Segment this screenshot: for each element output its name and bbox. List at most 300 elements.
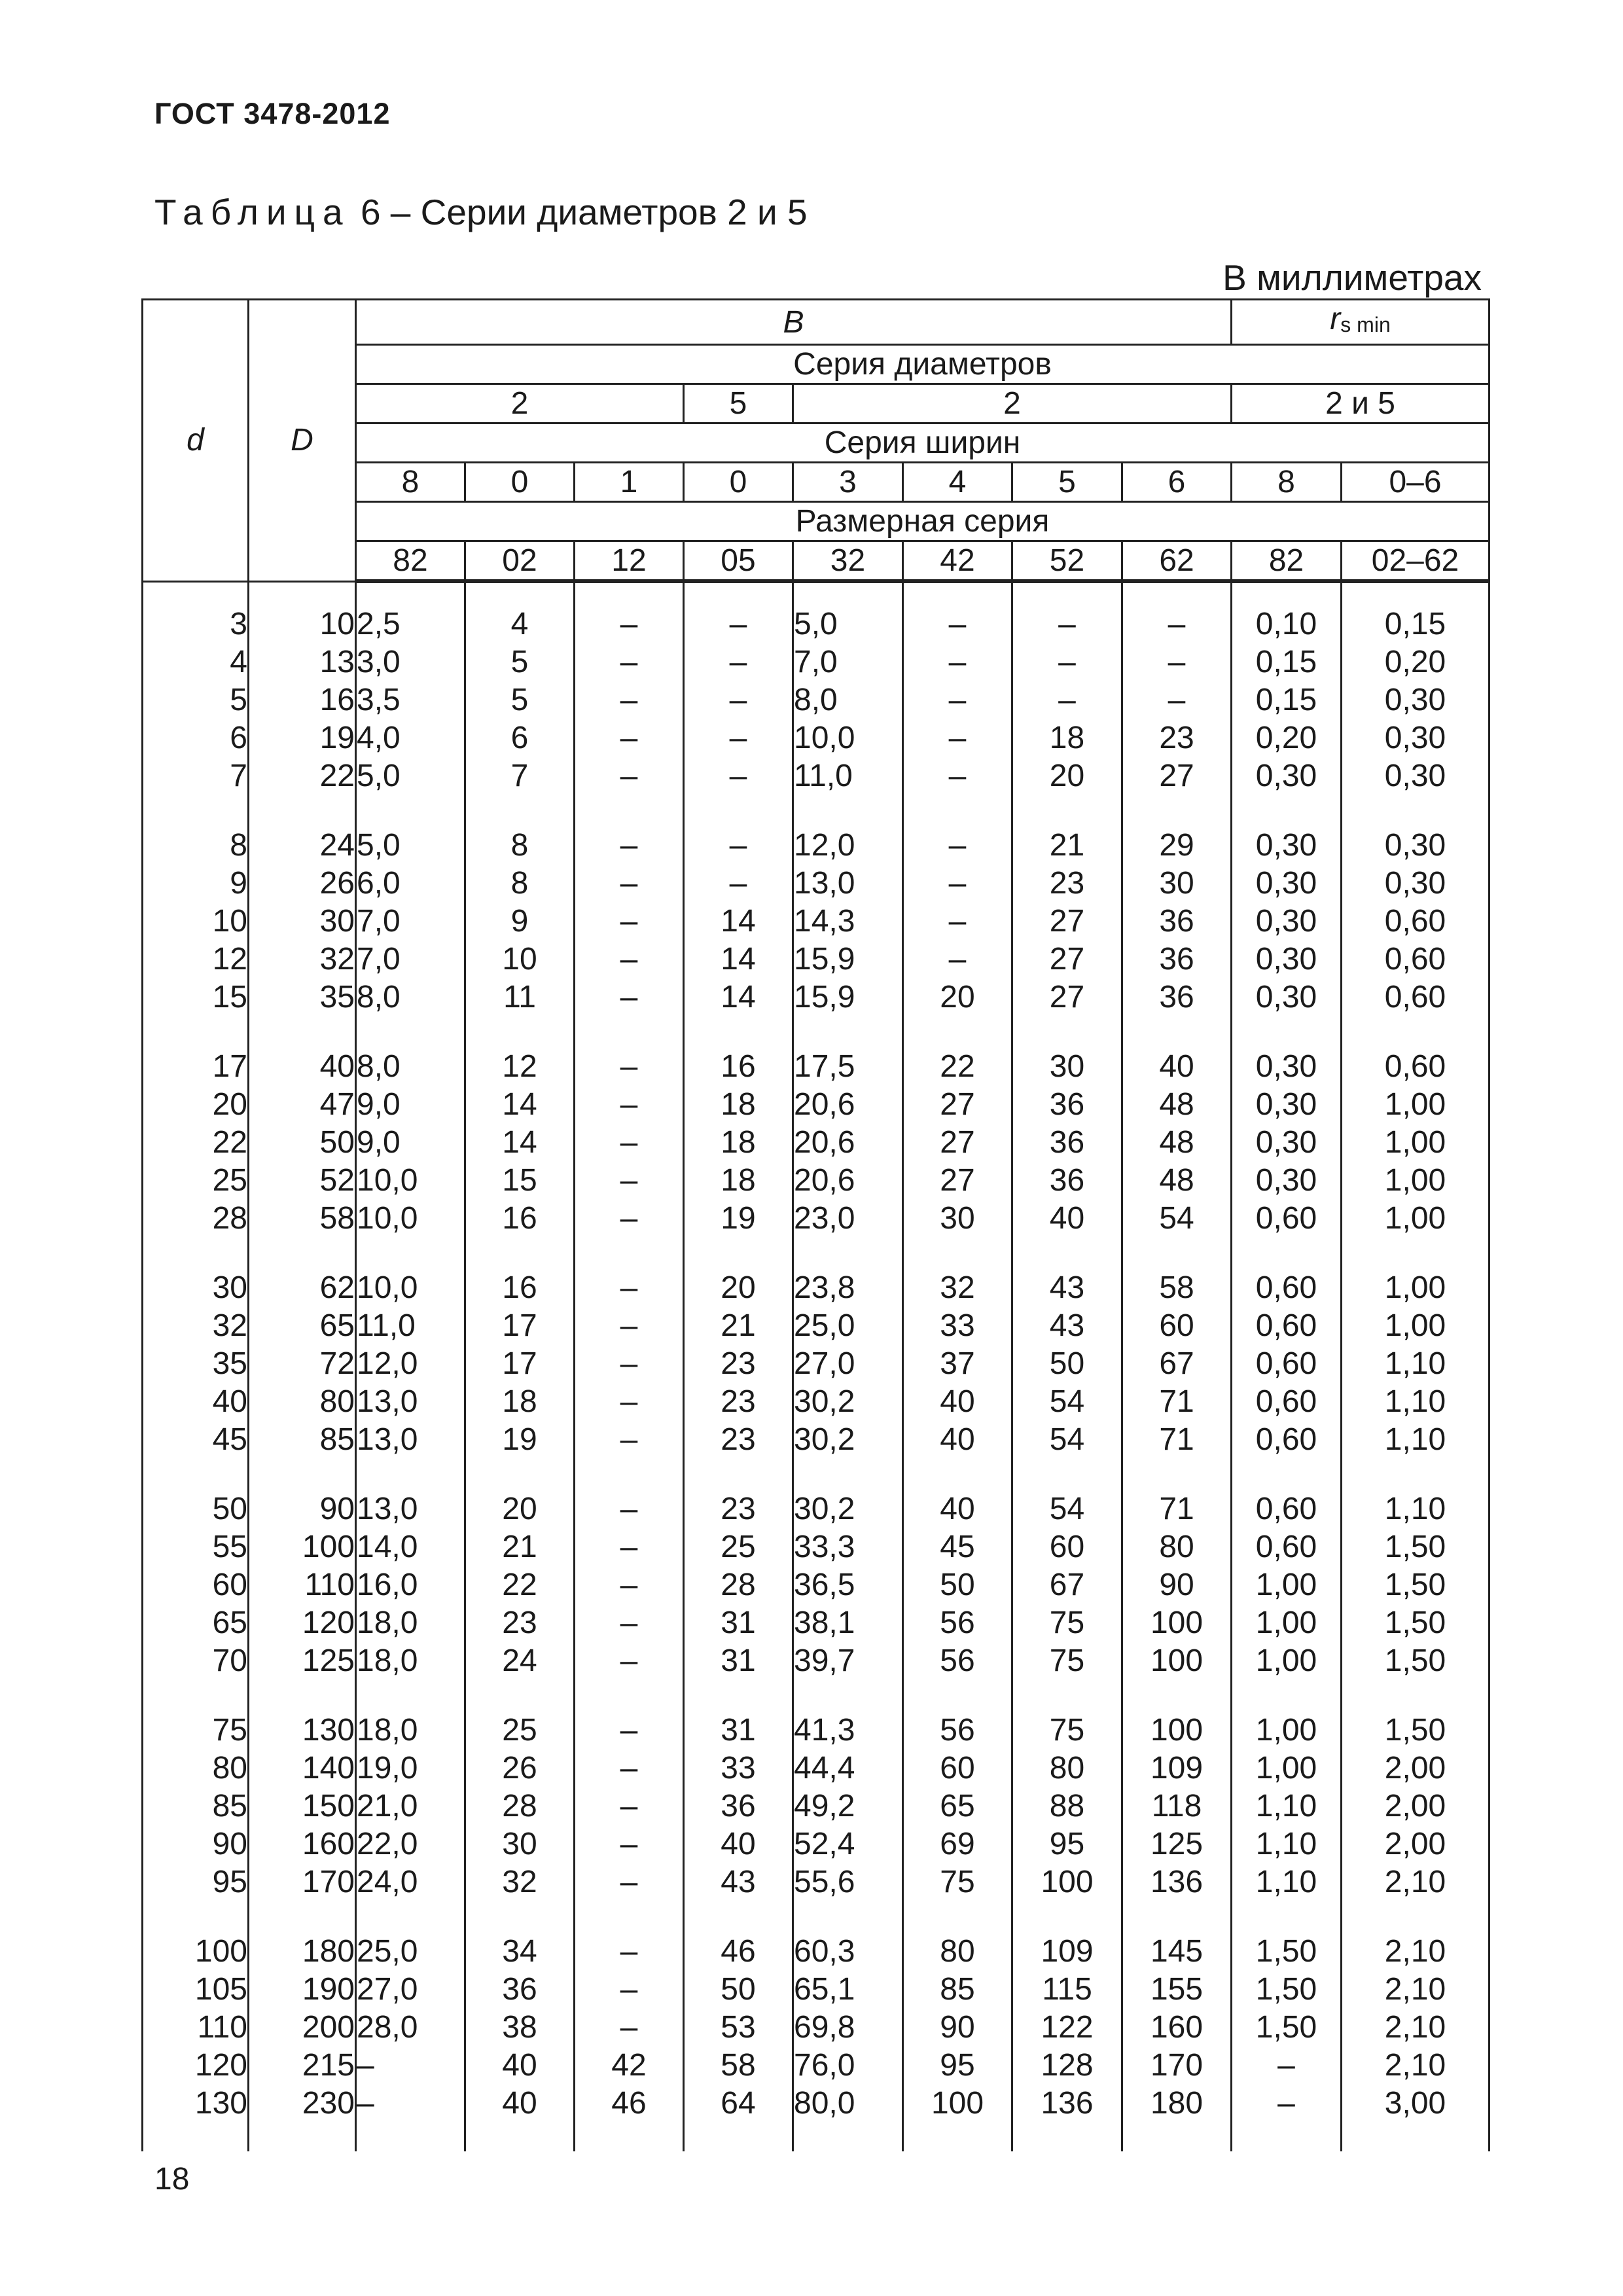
table-cell: 136 [1012, 2085, 1122, 2123]
table-cell: 14 [684, 903, 793, 941]
table-cell: 37 [903, 1345, 1012, 1383]
table-cell: 3,00 [1342, 2085, 1489, 2123]
size-series-cell: 02 [465, 541, 575, 582]
width-series-cell: 6 [1122, 463, 1232, 502]
table-cell: 56 [903, 1642, 1012, 1680]
table-cell: – [575, 1345, 684, 1383]
table-cell: 1,10 [1342, 1345, 1489, 1383]
table-cell: 200 [249, 2009, 356, 2047]
table-cell: 36,5 [793, 1566, 903, 1604]
table-cell: 1,00 [1342, 1086, 1489, 1124]
table-cell: 16 [249, 681, 356, 719]
size-series-cell: 32 [793, 541, 903, 582]
table-cell: 75 [1012, 1642, 1122, 1680]
table-cell: 14 [465, 1124, 575, 1162]
table-cell: – [575, 1933, 684, 1971]
table-cell: 14,0 [356, 1528, 465, 1566]
table-header [143, 300, 1489, 582]
table-cell: 24,0 [356, 1863, 465, 1901]
table-cell: 40 [249, 1048, 356, 1086]
table-cell: 22 [249, 757, 356, 795]
table-cell: 160 [1122, 2009, 1232, 2047]
table-cell: 67 [1122, 1345, 1232, 1383]
table-cell: 42 [575, 2047, 684, 2085]
table-cell: 41,3 [793, 1712, 903, 1749]
col-header-d: d [143, 300, 249, 582]
table-cell: 1,50 [1232, 2009, 1342, 2047]
table-cell: 3 [143, 605, 249, 643]
units-note: В миллиметрах [1222, 257, 1482, 298]
table-cell: 27 [903, 1124, 1012, 1162]
table-cell: – [575, 1863, 684, 1901]
table-cell: 136 [1122, 1863, 1232, 1901]
width-series-cell: 8 [356, 463, 465, 502]
table-cell: 2,00 [1342, 1749, 1489, 1787]
table-cell: 0,60 [1232, 1307, 1342, 1345]
table-caption: 6 – Серии диаметров 2 и 5 [360, 192, 808, 232]
table-cell: 4,0 [356, 719, 465, 757]
table-cell: 1,00 [1232, 1749, 1342, 1787]
table-cell: 12,0 [356, 1345, 465, 1383]
table-cell: 0,15 [1342, 605, 1489, 643]
table-cell: – [575, 865, 684, 903]
table-cell: 65,1 [793, 1971, 903, 2009]
table-cell: – [575, 1712, 684, 1749]
table-cell: 23,0 [793, 1200, 903, 1238]
table-cell: 15 [143, 978, 249, 1016]
table-cell: 54 [1012, 1421, 1122, 1459]
table-cell: 43 [1012, 1269, 1122, 1307]
table-cell: 11,0 [356, 1307, 465, 1345]
table-cell: 50 [143, 1490, 249, 1528]
table-cell: 18,0 [356, 1712, 465, 1749]
table-cell: 25,0 [793, 1307, 903, 1345]
table-cell: – [684, 643, 793, 681]
table-cell: 21 [1012, 827, 1122, 865]
table-cell: 17 [465, 1307, 575, 1345]
table-cell: 8 [143, 827, 249, 865]
table-cell: 31 [684, 1642, 793, 1680]
table-cell: 55 [143, 1528, 249, 1566]
table-cell: – [684, 827, 793, 865]
table-cell: 71 [1122, 1383, 1232, 1421]
table-cell: 3,5 [356, 681, 465, 719]
table-cell: 110 [249, 1566, 356, 1604]
table-cell: 56 [903, 1712, 1012, 1749]
table-cell: – [1012, 643, 1122, 681]
table-cell: 4 [465, 605, 575, 643]
table-cell: 1,00 [1342, 1200, 1489, 1238]
table-cell: – [575, 681, 684, 719]
table-cell: 36 [1122, 978, 1232, 1016]
table-cell: 30,2 [793, 1421, 903, 1459]
table-cell: 155 [1122, 1971, 1232, 2009]
table-cell: 0,30 [1232, 1048, 1342, 1086]
table-cell: 2,10 [1342, 1933, 1489, 1971]
table-cell: – [575, 605, 684, 643]
table-cell: 32 [465, 1863, 575, 1901]
table-cell: 10,0 [356, 1162, 465, 1200]
table-cell: – [684, 681, 793, 719]
table-row [143, 1749, 1489, 1787]
table-cell: 80 [249, 1383, 356, 1421]
table-cell: 0,60 [1232, 1269, 1342, 1307]
table-cell: 18 [684, 1124, 793, 1162]
table-cell: 55,6 [793, 1863, 903, 1901]
table-cell: 17,5 [793, 1048, 903, 1086]
table-cell: 32 [143, 1307, 249, 1345]
table-cell: 1,10 [1342, 1490, 1489, 1528]
table-cell: 100 [1122, 1712, 1232, 1749]
table-cell: 11 [465, 978, 575, 1016]
table-cell: 1,00 [1342, 1162, 1489, 1200]
width-series-cell: 0 [684, 463, 793, 502]
table-cell: 1,10 [1232, 1863, 1342, 1901]
table-cell: 76,0 [793, 2047, 903, 2085]
table-cell: 20,6 [793, 1124, 903, 1162]
table-cell: 23 [684, 1383, 793, 1421]
table-cell: 1,10 [1232, 1787, 1342, 1825]
table-cell: 17 [143, 1048, 249, 1086]
table-cell: 22 [143, 1124, 249, 1162]
table-cell: 110 [143, 2009, 249, 2047]
table-cell: 100 [903, 2085, 1012, 2123]
table-cell: – [575, 757, 684, 795]
table-cell: 65 [143, 1604, 249, 1642]
table-cell: 32 [249, 941, 356, 978]
table-cell: 6 [465, 719, 575, 757]
table-cell: – [684, 757, 793, 795]
table-cell: 0,60 [1232, 1490, 1342, 1528]
table-cell: 0,10 [1232, 605, 1342, 643]
table-cell: 33 [684, 1749, 793, 1787]
table-row [143, 1825, 1489, 1863]
table-cell: 1,50 [1342, 1642, 1489, 1680]
size-series-cell: 12 [575, 541, 684, 582]
table-cell: 230 [249, 2085, 356, 2123]
width-series-cell: 5 [1012, 463, 1122, 502]
table-cell: 1,50 [1232, 1933, 1342, 1971]
table-cell: – [575, 1086, 684, 1124]
table-cell: 19 [249, 719, 356, 757]
table-cell: 15,9 [793, 978, 903, 1016]
table-cell: 20 [143, 1086, 249, 1124]
table-cell: 28 [465, 1787, 575, 1825]
table-cell: – [903, 903, 1012, 941]
table-cell: 40 [684, 1825, 793, 1863]
table-row [143, 1712, 1489, 1749]
table-row [143, 1269, 1489, 1307]
table-cell: 33,3 [793, 1528, 903, 1566]
table-row [143, 681, 1489, 719]
table-cell: 5,0 [356, 757, 465, 795]
table-cell: 52,4 [793, 1825, 903, 1863]
table-cell: 21 [684, 1307, 793, 1345]
table-row [143, 1490, 1489, 1528]
table-cell: 54 [1122, 1200, 1232, 1238]
table-cell: – [575, 1604, 684, 1642]
table-cell: 7,0 [356, 941, 465, 978]
table-cell: – [1012, 605, 1122, 643]
table-cell: 27 [903, 1162, 1012, 1200]
table-cell: 35 [249, 978, 356, 1016]
table-cell: 19,0 [356, 1749, 465, 1787]
table-cell: 105 [143, 1971, 249, 2009]
table-cell: 13 [249, 643, 356, 681]
table-cell: 62 [249, 1269, 356, 1307]
table-row [143, 1933, 1489, 1971]
table-cell: 0,30 [1232, 1124, 1342, 1162]
width-series-cell: 0–6 [1342, 463, 1489, 502]
table-cell: 1,50 [1342, 1712, 1489, 1749]
table-cell: 125 [249, 1642, 356, 1680]
table-cell: 130 [143, 2085, 249, 2123]
table-cell: 1,10 [1342, 1421, 1489, 1459]
table-cell: 40 [903, 1383, 1012, 1421]
table-cell: 34 [465, 1933, 575, 1971]
table-cell: 36 [1012, 1124, 1122, 1162]
table-cell: 18 [684, 1086, 793, 1124]
table-cell: 43 [684, 1863, 793, 1901]
table-cell: 48 [1122, 1086, 1232, 1124]
table-cell: 0,30 [1232, 827, 1342, 865]
table-cell: 18,0 [356, 1604, 465, 1642]
table-cell: 33 [903, 1307, 1012, 1345]
table-cell: 36 [1012, 1086, 1122, 1124]
table-cell: 90 [143, 1825, 249, 1863]
table-cell: 0,60 [1232, 1345, 1342, 1383]
table-cell: 0,60 [1342, 1048, 1489, 1086]
table-cell: 8,0 [793, 681, 903, 719]
table-cell: – [903, 681, 1012, 719]
table-cell: 8 [465, 827, 575, 865]
table-cell: 43 [1012, 1307, 1122, 1345]
table-title [154, 191, 808, 233]
table-cell: – [684, 719, 793, 757]
table-cell: – [903, 865, 1012, 903]
table-cell: – [575, 1642, 684, 1680]
table-cell: 53 [684, 2009, 793, 2047]
table-cell: 12,0 [793, 827, 903, 865]
table-cell: 118 [1122, 1787, 1232, 1825]
rs-subscript: s min [1340, 313, 1391, 336]
table-cell: 80 [1012, 1749, 1122, 1787]
col-header-rs-min [1232, 300, 1489, 345]
size-series-cell: 05 [684, 541, 793, 582]
table-cell: 22 [903, 1048, 1012, 1086]
table-cell: 1,10 [1232, 1825, 1342, 1863]
table-cell: 44,4 [793, 1749, 903, 1787]
table-cell: – [684, 605, 793, 643]
table-cell: 0,60 [1342, 903, 1489, 941]
table-cell: – [575, 1528, 684, 1566]
table-cell: 85 [143, 1787, 249, 1825]
table-cell: 1,50 [1342, 1528, 1489, 1566]
table-cell: 39,7 [793, 1642, 903, 1680]
table-row [143, 1383, 1489, 1421]
table-cell: 31 [684, 1712, 793, 1749]
table-cell: 16 [465, 1200, 575, 1238]
table-cell: 47 [249, 1086, 356, 1124]
table-cell: 36 [465, 1971, 575, 2009]
table-cell: 19 [465, 1421, 575, 1459]
table-row [143, 1863, 1489, 1901]
table-cell: 10 [465, 941, 575, 978]
table-cell: 2,10 [1342, 1863, 1489, 1901]
table-cell: 4 [143, 643, 249, 681]
diam-series-2a: 2 [356, 384, 684, 423]
table-cell: – [575, 1825, 684, 1863]
table-cell: 20 [1012, 757, 1122, 795]
table-cell: 0,30 [1232, 1086, 1342, 1124]
table-cell: – [575, 1200, 684, 1238]
table-cell: – [575, 1787, 684, 1825]
table-cell: 24 [249, 827, 356, 865]
table-row [143, 1421, 1489, 1459]
table-cell: 22 [465, 1566, 575, 1604]
table-cell: 0,30 [1342, 827, 1489, 865]
table-cell: 2,00 [1342, 1787, 1489, 1825]
table-cell: – [575, 1490, 684, 1528]
table-cell: 20,6 [793, 1086, 903, 1124]
table-cell: 1,00 [1342, 1269, 1489, 1307]
table-cell: 16,0 [356, 1566, 465, 1604]
diam-series-2b: 2 [793, 384, 1232, 423]
table-cell: 95 [143, 1863, 249, 1901]
col-header-D: D [249, 300, 356, 582]
table-cell: 24 [465, 1642, 575, 1680]
table-cell: 1,00 [1232, 1604, 1342, 1642]
table-cell: 95 [1012, 1825, 1122, 1863]
table-cell: 46 [575, 2085, 684, 2123]
table-cell: 160 [249, 1825, 356, 1863]
table-cell: 18 [684, 1162, 793, 1200]
table-cell: 70 [143, 1642, 249, 1680]
table-cell: 30 [249, 903, 356, 941]
table-cell: – [575, 719, 684, 757]
size-series-cell: 62 [1122, 541, 1232, 582]
table-cell: 60 [143, 1566, 249, 1604]
table-row [143, 865, 1489, 903]
table-cell: 6,0 [356, 865, 465, 903]
table-cell: 100 [1122, 1604, 1232, 1642]
table-cell: 1,00 [1342, 1307, 1489, 1345]
table-cell: 80 [903, 1933, 1012, 1971]
table-cell: – [356, 2047, 465, 2085]
table-cell: 46 [684, 1933, 793, 1971]
table-cell: – [575, 2009, 684, 2047]
table-cell: 56 [903, 1604, 1012, 1642]
table-cell: – [903, 941, 1012, 978]
table-cell: 26 [249, 865, 356, 903]
table-cell: 28 [684, 1566, 793, 1604]
table-cell: – [903, 719, 1012, 757]
table-cell: – [1122, 643, 1232, 681]
table-cell: 21,0 [356, 1787, 465, 1825]
table-row [143, 941, 1489, 978]
table-cell: 115 [1012, 1971, 1122, 2009]
table-cell: 64 [684, 2085, 793, 2123]
table-cell: 30 [1122, 865, 1232, 903]
table-cell: – [684, 865, 793, 903]
table-cell: 19 [684, 1200, 793, 1238]
size-series-cell: 02–62 [1342, 541, 1489, 582]
table-cell: 90 [903, 2009, 1012, 2047]
table-cell: 10 [143, 903, 249, 941]
table-cell: 0,30 [1232, 978, 1342, 1016]
size-series-cell: 82 [1232, 541, 1342, 582]
table-row [143, 757, 1489, 795]
table-cell: 36 [1122, 941, 1232, 978]
table-cell: 45 [143, 1421, 249, 1459]
table-cell: 23 [465, 1604, 575, 1642]
table-cell: – [575, 978, 684, 1016]
table-cell: 35 [143, 1345, 249, 1383]
table-cell: 38 [465, 2009, 575, 2047]
table-cell: 100 [143, 1933, 249, 1971]
table-cell: 1,00 [1232, 1566, 1342, 1604]
table-cell: 36 [1122, 903, 1232, 941]
table-cell: 170 [249, 1863, 356, 1901]
table-cell: 28,0 [356, 2009, 465, 2047]
table-cell: 25 [684, 1528, 793, 1566]
table-cell: 30 [143, 1269, 249, 1307]
table-cell: – [575, 1566, 684, 1604]
width-series-cell: 4 [903, 463, 1012, 502]
table-cell: – [575, 1749, 684, 1787]
table-cell: 1,50 [1232, 1971, 1342, 2009]
diam-series-label: Серия диаметров [356, 345, 1489, 384]
table-cell: 0,60 [1342, 978, 1489, 1016]
table-cell: – [575, 1421, 684, 1459]
table-cell: 80 [143, 1749, 249, 1787]
table-row [143, 2085, 1489, 2123]
table-row [143, 1971, 1489, 2009]
table-cell: 40 [143, 1383, 249, 1421]
table-cell: 15,9 [793, 941, 903, 978]
table-cell: 1,00 [1232, 1712, 1342, 1749]
table-cell: 0,30 [1342, 865, 1489, 903]
table-cell: 50 [1012, 1345, 1122, 1383]
table-cell: 29 [1122, 827, 1232, 865]
table-cell: 6 [143, 719, 249, 757]
table-cell: 95 [903, 2047, 1012, 2085]
table-cell: – [575, 643, 684, 681]
table-cell: – [575, 1971, 684, 2009]
table-cell: 215 [249, 2047, 356, 2085]
table-cell: 75 [143, 1712, 249, 1749]
table-cell: 75 [1012, 1604, 1122, 1642]
table-cell: 30 [903, 1200, 1012, 1238]
table-cell: 23 [1122, 719, 1232, 757]
table-cell: 23 [684, 1345, 793, 1383]
table-cell: 14 [684, 978, 793, 1016]
table-cell: 50 [903, 1566, 1012, 1604]
table-cell: 7,0 [356, 903, 465, 941]
table-cell: 90 [1122, 1566, 1232, 1604]
table-cell: 13,0 [356, 1421, 465, 1459]
table-cell: 125 [1122, 1825, 1232, 1863]
table-cell: 75 [903, 1863, 1012, 1901]
size-series-cell: 52 [1012, 541, 1122, 582]
table-cell: 2,10 [1342, 1971, 1489, 2009]
table-cell: 27,0 [793, 1345, 903, 1383]
table-cell: 8,0 [356, 1048, 465, 1086]
table-cell: 0,60 [1232, 1200, 1342, 1238]
table-row [143, 1345, 1489, 1383]
table-cell: 65 [249, 1307, 356, 1345]
width-series-cell: 0 [465, 463, 575, 502]
